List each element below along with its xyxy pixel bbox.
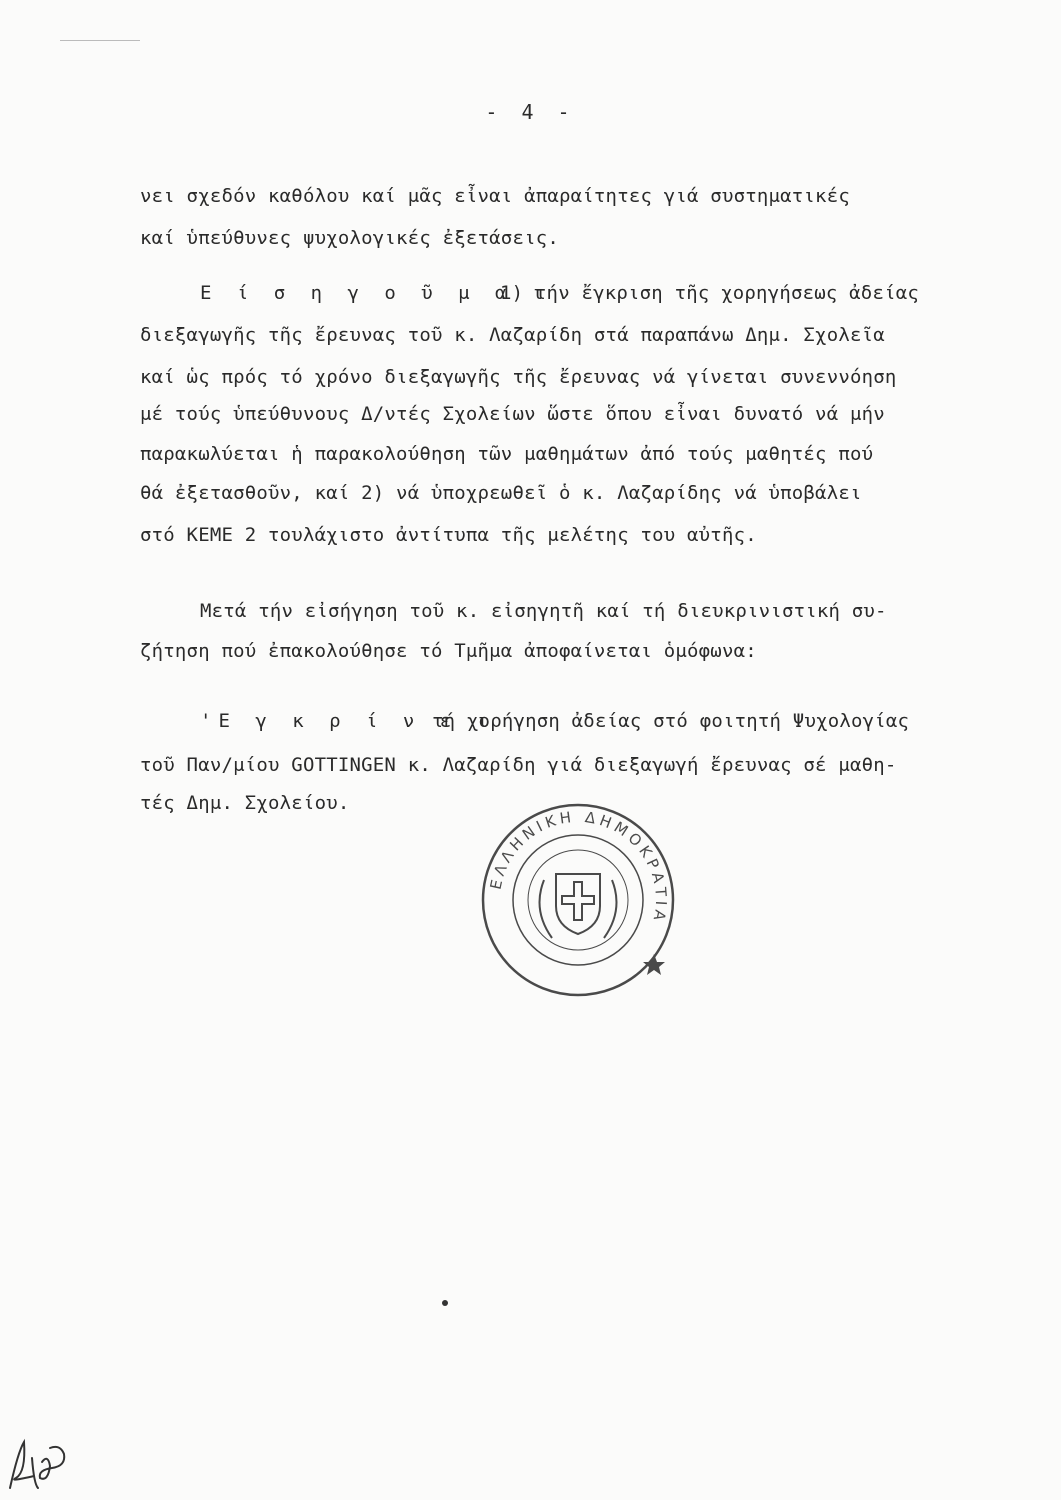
text-line: 1) τήν ἔγκριση τῆς χορηγήσεως ἀδείας	[500, 282, 920, 304]
text-line: καί ὡς πρός τό χρόνο διεξαγωγῆς τῆς ἔρευνας νά γίνεται συνεννόηση	[140, 366, 897, 388]
text-line: καί ὑπεύθυνες ψυχολογικές ἐξετάσεις.	[140, 227, 560, 249]
text-line: νει σχεδόν καθόλου καί μᾶς εἶναι ἀπαραίτητες γιά συστηματικές	[140, 185, 850, 207]
text-line: μέ τούς ὑπεύθυνους Δ/ντές Σχολείων ὥστε ὅπου εἶναι δυνατό νά μήν	[140, 403, 885, 425]
text-line: διεξαγωγῆς τῆς ἔρευνας τοῦ κ. Λαζαρίδη στά παραπάνω Δημ. Σχολεῖα	[140, 324, 885, 346]
text-line: ζήτηση πού ἐπακολούθησε τό Τμῆμα ἀποφαίνεται ὁμόφωνα:	[140, 640, 757, 662]
ink-dot	[442, 1300, 448, 1306]
text-line: τοῦ Παν/μίου GOTTINGEN κ. Λαζαρίδη γιά διεξαγωγή ἔρευνας σέ μαθη-	[140, 754, 897, 776]
signature-icon	[4, 1432, 74, 1496]
text-line: Μετά τήν εἰσήγηση τοῦ κ. εἰσηγητῆ καί τή διευκρινιστική συ-	[200, 600, 887, 622]
text-line: παρακωλύεται ἡ παρακολούθηση τῶν μαθημάτων ἀπό τούς μαθητές πού	[140, 443, 874, 465]
text-line: τές Δημ. Σχολείου.	[140, 792, 350, 814]
page-number: - 4 -	[485, 100, 576, 124]
text-line: στό ΚΕΜΕ 2 τουλάχιστο ἀντίτυπα τῆς μελέτης του αὐτῆς.	[140, 524, 757, 546]
proposal-heading: Ε ί σ η γ ο ῦ μ α ι	[200, 282, 551, 304]
stamp-text: ΕΛΛΗΝΙΚΗ ΔΗΜΟΚΡΑΤΙΑ	[486, 807, 671, 926]
seal-icon	[478, 800, 678, 1000]
text-line: θά ἐξετασθοῦν, καί 2) νά ὑποχρεωθεῖ ὁ κ. Λαζαρίδης νά ὑποβάλει	[140, 482, 862, 504]
text-line: τή χορήγηση ἀδείας στό φοιτητή Ψυχολογίας	[432, 710, 910, 732]
decision-heading: 'Ε γ κ ρ ί ν ε ι	[200, 710, 496, 732]
scan-edge-mark	[60, 40, 140, 41]
